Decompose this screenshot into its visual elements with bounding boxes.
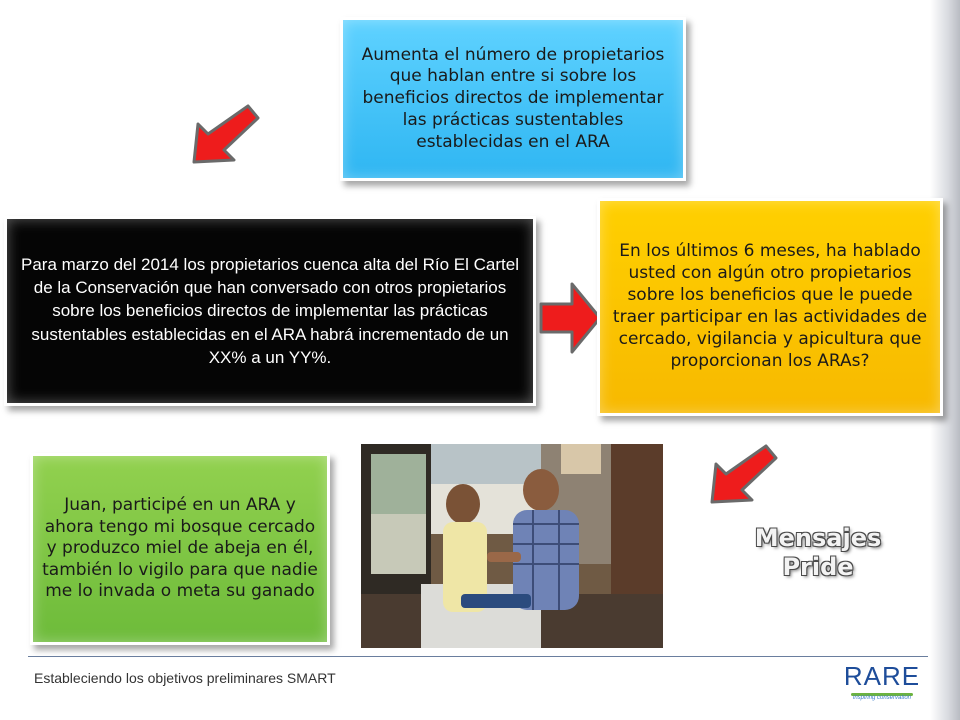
pride-messages-title: Mensajes Pride bbox=[754, 524, 882, 581]
red-arrow-icon bbox=[188, 100, 260, 168]
testimonial-message-box bbox=[30, 453, 330, 645]
footer-divider bbox=[28, 656, 928, 657]
smart-objective-box bbox=[4, 216, 536, 406]
red-arrow-icon bbox=[706, 440, 778, 508]
footer-caption: Estableciendo los objetivos preliminares SMART bbox=[34, 670, 336, 686]
red-arrow-icon bbox=[538, 278, 602, 358]
survey-question-text: En los últimos 6 meses, ha hablado usted con algún otro propietarios sobre los beneficios que le puede traer participar en las actividades de cercado, vigilancia y apicultura que proporcionan los ARAs? bbox=[612, 241, 928, 371]
survey-question-box bbox=[597, 198, 943, 416]
logo-tagline: inspiring conservation bbox=[852, 695, 912, 701]
smart-objective-text: Para marzo del 2014 los propietarios cuenca alta del Río El Cartel de la Conservación que han conversado con otros propietarios sobre los beneficios directos de implementar las prácticas sustentables establecidas en el ARA habrá incrementado de un XX% a un YY%. bbox=[21, 255, 519, 367]
testimonial-message-text: Juan, participé en un ARA y ahora tengo mi bosque cercado y produzco miel de abeja en él, también lo vigilo para que nadie me lo invada o meta su ganado bbox=[42, 495, 318, 602]
logo-wordmark: RARE bbox=[843, 661, 921, 691]
handshake-photo bbox=[361, 444, 663, 648]
behavior-outcome-text: Aumenta el número de propietarios que hablan entre si sobre los beneficios directos de implementar las prácticas sustentables establecidas en el ARA bbox=[361, 44, 665, 152]
rare-logo bbox=[842, 660, 922, 710]
behavior-outcome-box bbox=[340, 17, 686, 181]
